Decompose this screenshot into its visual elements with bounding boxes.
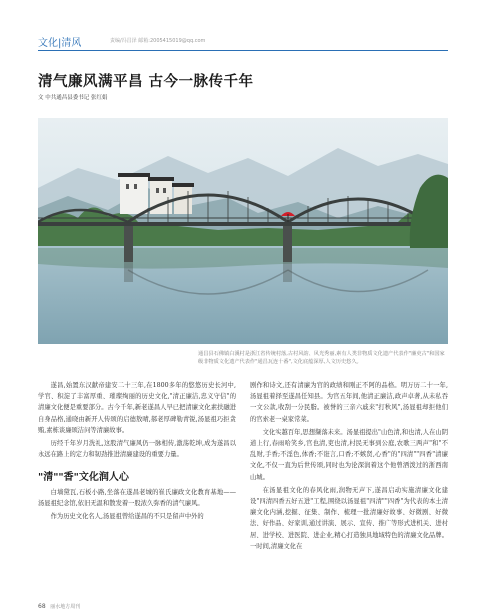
paragraph: 历经千年岁月洗礼,这股清气廉风仍一脉相传,激荡乾坤,成为遂昌以永远在路上的定力和韧劲推进清廉建设的重要力量。 [38, 440, 236, 459]
paragraph: 作为历史文化名人,汤显祖曾给遂昌的不只是留声中外的 [50, 513, 204, 521]
section-name: 文化|清风 [38, 38, 82, 49]
photo-caption: 通昌县石佛镇白溪村是浙江省传统村落,古村风韵、风光秀丽,素有人类非物质文化遗产代表作"廉吏古"和国家级非物质文化遗产代表作"通昌瓦连十番",文化底蕴深厚,人文历史悠久。 [198, 351, 445, 365]
editor-email: 责编/冯昌泽 邮箱:2005415019@qq.com [110, 38, 206, 44]
article-photo [38, 118, 448, 344]
paragraph: 遂昌,始置东汉献帝建安二十三年,在1800多年的悠悠历史长河中,学官、积淀了丰富厚重、璀璨绚丽的历史文化,"清正廉洁,忠义守信"的清廉文化便是重要部分。古今千年,新老遂昌人早已把清廉文化素扶融进自身品格,通晓由新开人传颂的启德敖晴,郝老厚碑勒青锐,汤显祖巧拒贪贿,素栋谈廉颂洁问等清廉故事。 [38, 382, 236, 434]
bridge-landscape-image [38, 118, 448, 344]
article-byline: 文 中共通昌县委书记 张红娟 [38, 95, 108, 101]
paragraph: 在汤显祖文化的春风化雨,润物无声下,遂昌启动实施清廉文化建设"四清四香五好五进"工程,围绕以汤显祖"四清""四香"为代表的本土清廉文化内涵,挖掘、征集、制作、梳理一批清廉好故事、好微剧、好微法、好作品、好家训,通过讲演、展示、宣传、推广等形式进机关、进村居、进学校、进医院、进企业,精心打造独具地域特色的清廉文化品牌。一时间,清廉文化在 [250, 486, 448, 550]
page-footer [38, 603, 80, 610]
section-subheading: "清""香"文化润人心 [38, 472, 129, 484]
paragraph: 文化实越百年,思想撷落未来。汤显祖提出"山色清,和也清,人在山阴道上行,春雨哈笑乡,官也清,吏也清,村民无事到公庭,农歌三两声"和"不乱财,手香;不淫色,体香;不诳言,口香;不嫉贤,心香"的"四清""四香"清廉文化,不仅一直为后世传颂,同时也为论深润着这个他曾洒泼过的浙西南山城。 [250, 428, 448, 481]
page-header [38, 34, 448, 50]
article-right-column [250, 380, 448, 554]
paragraph: 白墙黛瓦,石板小路,坐落在遂昌老城的崔氏廉政文化教育基地——汤显祖纪念馆,依旧无温和散发着一股浓久弥香的清气廉风。 [38, 488, 236, 507]
paragraph: 剧作和诗文,还有清廉为官的政绩和刚正不阿的品格。明万历二十一年,汤显祖着择至遂昌任知县。为官五年间,他清正廉洁,政声卓著,从未私吞一文公款,收刮一分民脂。被誉的三亲六戚来"打秋风",汤显祖却拒他们的官索老一桌家常菜。 [250, 382, 448, 423]
publication-name: 丽水地方周刊 [50, 604, 81, 610]
article-left-column [38, 380, 236, 524]
header-rule [38, 50, 448, 51]
page-number: 68 [38, 603, 46, 610]
article-title: 清气廉风满平昌 古今一脉传千年 [38, 74, 254, 90]
